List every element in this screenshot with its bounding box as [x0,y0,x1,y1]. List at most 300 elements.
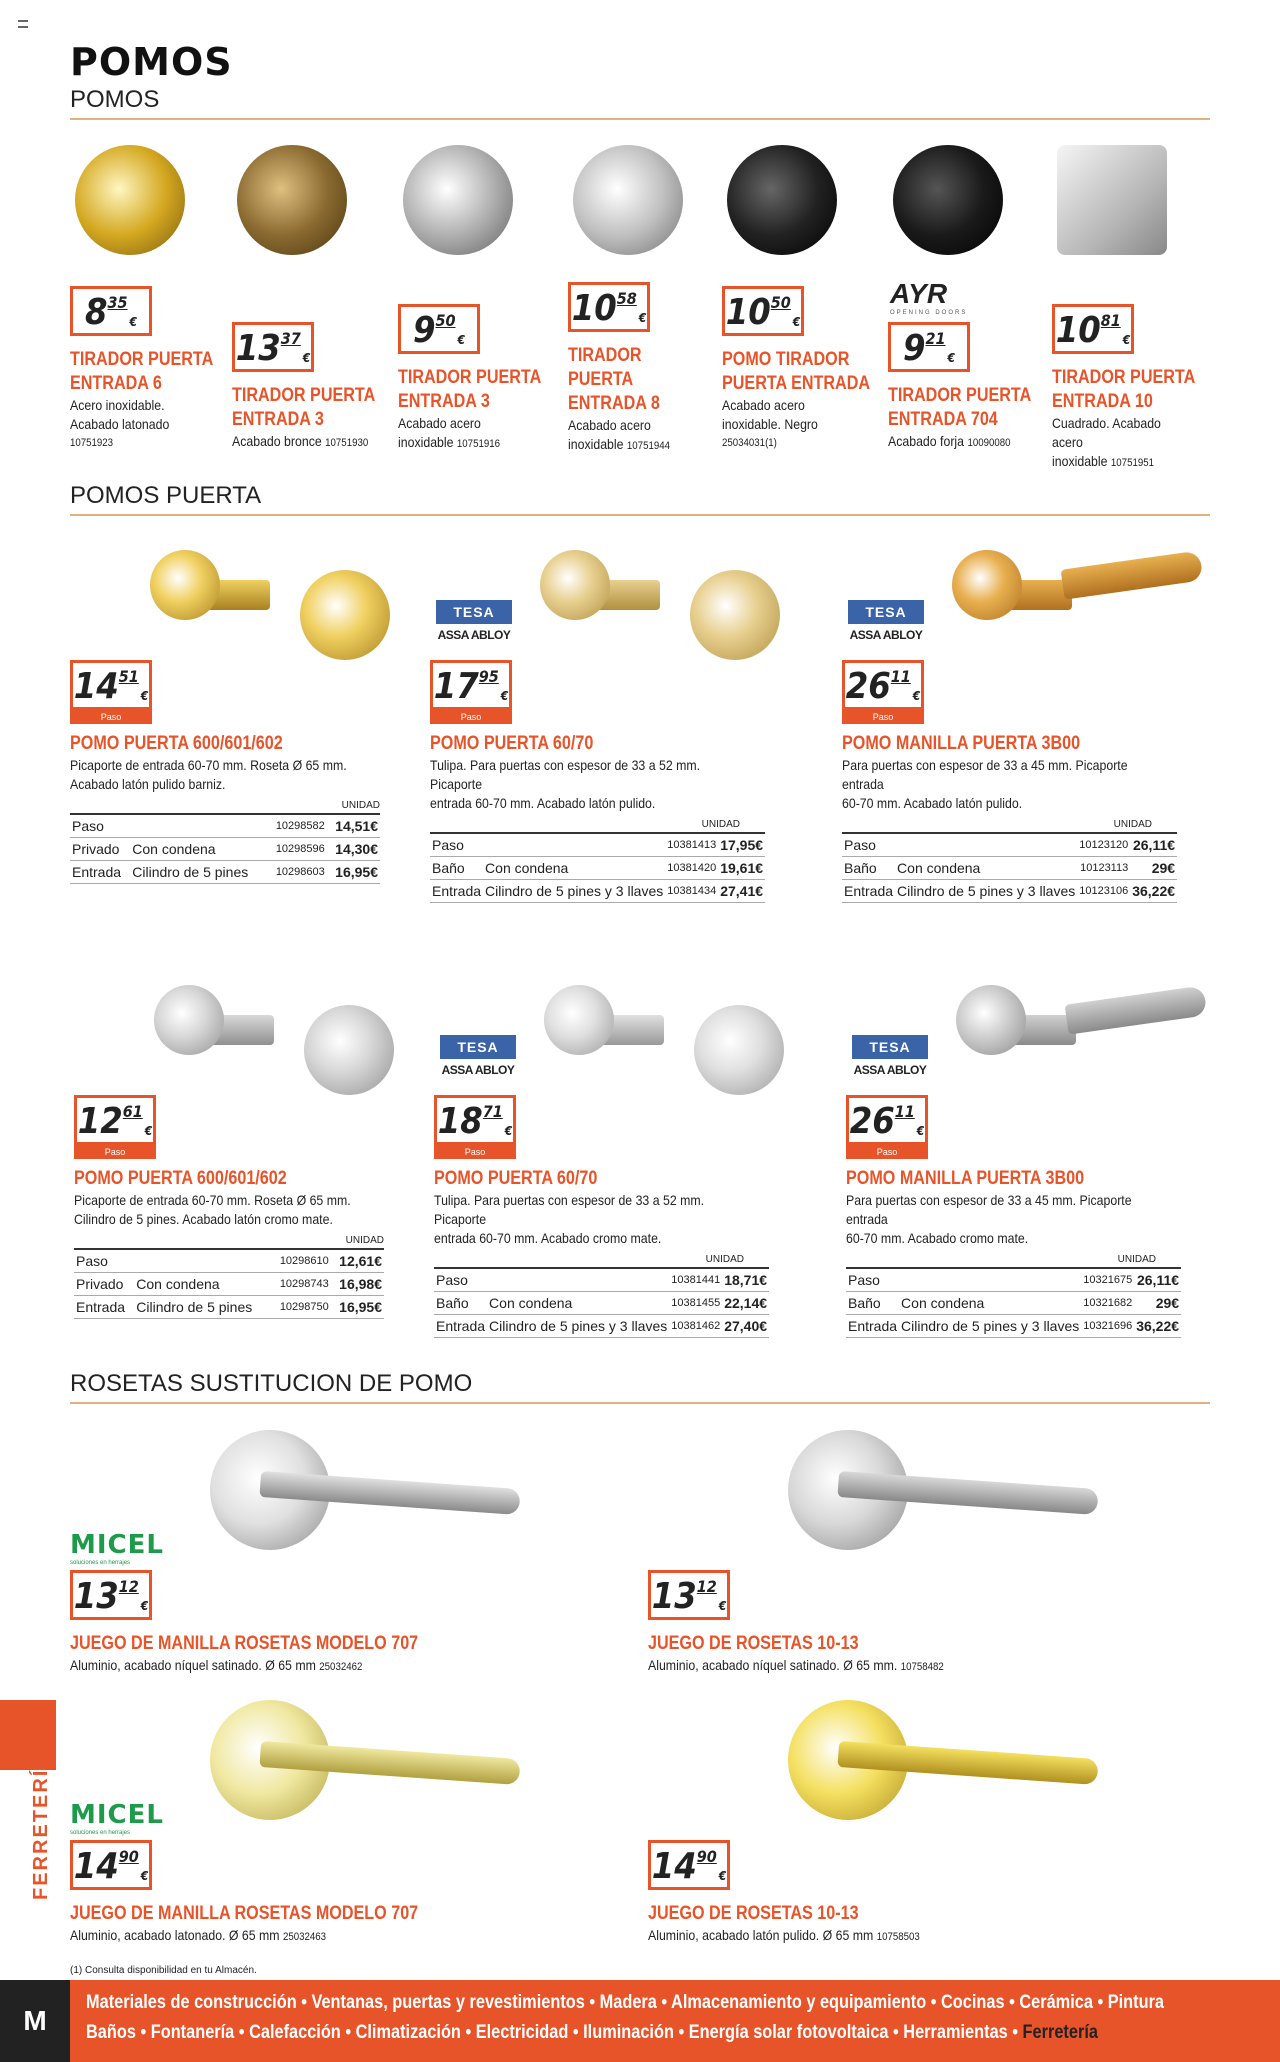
knob-icon [150,550,220,620]
price [846,1095,928,1145]
desc-text: inoxidable [1052,453,1108,469]
knob-icon [690,570,780,660]
variant-code: 10381455 [669,1292,722,1315]
price-tag [568,282,650,332]
product-card[interactable] [70,1632,590,1677]
variant-detail [899,1268,1081,1292]
product-ref: 10751923 [70,437,114,449]
page-title: POMOS [70,40,233,84]
product-ref: 10751944 [626,440,670,452]
price [74,1095,156,1145]
variant-code: 10381434 [665,880,718,903]
variant-price: 19,61€ [718,857,765,880]
product-desc [648,1656,1106,1677]
footer-ferreteria: Ferretería [1022,2022,1098,2043]
product-ref: 10751951 [1110,457,1154,469]
product-ref: 10751916 [456,438,500,450]
footer-line-1: Materiales de construcción • Ventanas, puertas y revestimientos • Madera • Almacenamiento y equipamiento • Cocinas • Cerámica • Pintura [86,1992,1165,2013]
variant-detail [130,814,266,838]
rosette-image [210,1700,530,1830]
variant-code: 10321696 [1081,1315,1134,1338]
product-desc-2 [568,435,709,456]
door-knob-image [956,975,1206,1105]
knob-icon [403,145,513,255]
desc-text: Acabado acero [398,415,481,431]
euro-symbol: € [140,1599,149,1613]
desc-text: Acabado acero [722,397,805,413]
variant-code: 10381462 [669,1315,722,1338]
variant-detail: Con condena [134,1273,270,1296]
euro-symbol: € [1122,333,1131,347]
table-row[interactable] [846,1292,1181,1315]
table-row[interactable] [430,880,765,903]
price-dec: 50 [435,311,456,330]
variant-type: Paso [70,814,130,838]
product-title: POMO PUERTA 600/601/602 [70,733,283,754]
price-int: 18 [437,1101,483,1142]
knob-icon [540,550,610,620]
variant-detail [487,1268,669,1292]
ayr-sub: OPENING DOORS [890,310,968,316]
product-title: JUEGO DE MANILLA ROSETAS MODELO 707 [70,1633,419,1654]
variant-detail [895,833,1077,857]
knob-icon [727,145,837,255]
table-row[interactable] [74,1249,384,1273]
product-card[interactable] [842,732,1202,903]
product-card[interactable] [74,1167,434,1319]
price [648,1840,730,1890]
variant-code: 10123113 [1077,857,1130,880]
price-int: 9 [412,310,436,351]
price [434,1095,516,1145]
price [722,286,804,336]
price-int: 14 [73,1846,119,1887]
desc-text: Acabado bronce [232,433,322,449]
product-ref: 10751930 [325,437,369,449]
price [70,1570,152,1620]
door-knob-image [544,975,794,1105]
product-card[interactable] [846,1167,1206,1338]
unidad-label: UNIDAD [345,1235,384,1246]
variant-type: Baño [430,857,483,880]
product-ref: 25032462 [319,1661,363,1673]
variant-detail: Con condena [899,1292,1081,1315]
euro-symbol: € [504,1124,513,1138]
price-int: 14 [651,1846,697,1887]
price-unit-tag: Paso [434,1145,516,1159]
product-desc-1: Para puertas con espesor de 33 a 45 mm. Picaporte entrada [842,757,1128,792]
footer [0,1980,1280,2062]
variant-price: 14,51€ [327,814,380,838]
product-desc-2 [1052,452,1193,473]
price [842,660,924,710]
product-card[interactable] [398,366,558,454]
price-tag [232,322,314,372]
product-title-2: ENTRADA 6 [70,373,162,394]
knob-image [70,140,190,260]
variant-type: Paso [842,833,895,857]
euro-symbol: € [718,1599,727,1613]
product-title-2: ENTRADA 704 [888,409,998,430]
table-row[interactable] [842,857,1177,880]
product-card[interactable] [434,1167,794,1338]
micel-brand: MICEL [70,1800,164,1830]
variant-code: 10298603 [267,861,327,884]
price [70,286,152,336]
variant-type: Baño [434,1292,487,1315]
price-dec: 58 [616,289,637,308]
price-dec: 81 [1100,311,1121,330]
table-row[interactable] [434,1292,769,1315]
desc-text: inoxidable. Negro [722,416,818,432]
euro-symbol: € [140,689,149,703]
product-card[interactable] [70,348,230,453]
brand-logo[interactable]: M [0,1980,70,2062]
variant-price: 18,71€ [722,1268,769,1292]
price-tag [648,1840,730,1890]
tesa-logo [436,600,512,642]
knob-icon [237,145,347,255]
table-row[interactable] [846,1268,1181,1292]
variant-price: 27,41€ [718,880,765,903]
price-int: 10 [725,292,771,333]
price-int: 26 [845,666,891,707]
product-title: POMO PUERTA 60/70 [430,733,594,754]
table-row[interactable] [70,861,380,884]
variant-type: Entrada [430,880,483,903]
assa-abloy-brand: ASSA ABLOY [853,1063,927,1077]
side-label: FERRETERÍA [30,1752,52,1900]
micel-logo [70,1800,164,1836]
knob-icon [154,985,224,1055]
euro-symbol: € [792,315,801,329]
product-desc-1 [70,396,211,415]
door-knob-image [540,540,790,670]
product-ref: 25034031(1) [722,437,777,449]
table-row[interactable] [74,1296,384,1319]
variant-price: 16,95€ [331,1296,384,1319]
product-card[interactable] [232,384,392,453]
variant-price: 17,95€ [718,833,765,857]
variant-type: Baño [842,857,895,880]
variant-price: 27,40€ [722,1315,769,1338]
knob-icon [573,145,683,255]
price-tag [398,304,480,354]
euro-symbol: € [912,689,921,703]
desc-text: Acero inoxidable. [70,397,165,413]
tesa-logo [440,1035,516,1077]
product-desc-2 [722,415,863,434]
product-card[interactable] [568,344,728,456]
product-ref: 10758503 [876,1931,920,1943]
table-row[interactable] [70,838,380,861]
price-dec: 12 [696,1577,717,1596]
euro-symbol: € [140,1869,149,1883]
product-card[interactable] [888,384,1048,453]
variant-type: Entrada [842,880,895,903]
knob-icon [304,1005,394,1095]
desc-text: Aluminio, acabado latón pulido. Ø 65 mm [648,1927,874,1943]
product-desc-1 [568,416,709,435]
product-title-1: TIRADOR PUERTA [398,367,542,388]
product-title-1: TIRADOR PUERTA [888,385,1032,406]
product-title: POMO MANILLA PUERTA 3B00 [846,1168,1085,1189]
price-dec: 61 [122,1102,143,1121]
variant-price: 26,11€ [1130,833,1177,857]
euro-symbol: € [457,333,466,347]
variant-price: 22,14€ [722,1292,769,1315]
product-title: JUEGO DE MANILLA ROSETAS MODELO 707 [70,1903,419,1924]
product-title-1: TIRADOR PUERTA [1052,367,1196,388]
euro-symbol: € [302,351,311,365]
table-row[interactable] [434,1268,769,1292]
euro-symbol: € [144,1124,153,1138]
variant-detail: Cilindro de 5 pines y 3 llaves [487,1315,669,1338]
price [648,1570,730,1620]
section-rosetas: ROSETAS SUSTITUCION DE POMO [70,1370,1210,1404]
variant-type: Paso [74,1249,134,1273]
variant-price: 16,98€ [331,1273,384,1296]
variant-type: Privado [70,838,130,861]
product-title: POMO PUERTA 60/70 [434,1168,598,1189]
knob-icon [300,570,390,660]
price [568,282,650,332]
knob-icon [1057,145,1167,255]
micel-sub: soluciones en herrajes [70,1560,131,1566]
tesa-brand: TESA [848,600,924,624]
variant-price: 29€ [1130,857,1177,880]
variant-code: 10381413 [665,833,718,857]
table-row[interactable] [842,880,1177,903]
table-row[interactable] [70,814,380,838]
price-dec: 51 [118,667,139,686]
price-dec: 90 [696,1847,717,1866]
knob-icon [544,985,614,1055]
product-desc [70,1656,528,1677]
product-ref: 25032463 [282,1931,327,1943]
price-unit-tag: Paso [70,710,152,724]
price-dec: 37 [280,329,301,348]
euro-symbol: € [916,1124,925,1138]
table-row[interactable] [430,833,765,857]
menu-icon[interactable] [18,20,28,28]
footnote: (1) Consulta disponibilidad en tu Almacén. [70,1965,257,1976]
product-title-1: TIRADOR PUERTA [232,385,376,406]
price-int: 12 [77,1101,123,1142]
tesa-brand: TESA [436,600,512,624]
price-unit-tag: Paso [842,710,924,724]
tesa-brand: TESA [852,1035,928,1059]
product-card[interactable] [70,1902,590,1947]
desc-text: Aluminio, acabado latonado. Ø 65 mm [70,1927,280,1943]
product-title: POMO PUERTA 600/601/602 [74,1168,287,1189]
variant-type: Baño [846,1292,899,1315]
variant-price: 29€ [1134,1292,1181,1315]
product-card[interactable] [648,1632,1168,1677]
product-desc-2: 60-70 mm. Acabado cromo mate. [846,1230,1029,1246]
table-row[interactable] [434,1315,769,1338]
desc-text: Acabado forja [888,433,965,449]
variant-code: 10321682 [1081,1292,1134,1315]
price-unit-tag: Paso [846,1145,928,1159]
product-card[interactable] [70,732,430,884]
product-desc-1: Tulipa. Para puertas con espesor de 33 a 52 mm. Picaporte [430,757,701,792]
variant-detail: Con condena [483,857,665,880]
product-title-1: TIRADOR PUERTA [70,349,214,370]
variant-price: 16,95€ [327,861,380,884]
variant-price: 14,30€ [327,838,380,861]
knob-image [232,140,352,260]
variant-table [430,832,765,903]
variant-detail: Cilindro de 5 pines [134,1296,270,1319]
product-desc-2 [70,415,211,434]
variant-detail: Con condena [130,838,266,861]
product-title-1: POMO TIRADOR [722,349,850,370]
unidad-label: UNIDAD [701,819,740,830]
price [232,322,314,372]
price-tag [722,286,804,336]
price-tag [70,286,152,336]
product-title-2: PUERTA [568,369,634,390]
price-int: 8 [84,292,108,333]
product-title-2: PUERTA ENTRADA [722,373,871,394]
product-card[interactable] [430,732,790,903]
variant-detail: Cilindro de 5 pines y 3 llaves [895,880,1077,903]
product-desc-1 [1052,414,1193,452]
table-row[interactable] [74,1273,384,1296]
product-desc-1 [722,396,863,415]
product-desc-1 [398,414,539,433]
tesa-logo [848,600,924,642]
product-title-2: ENTRADA 3 [398,391,490,412]
product-card[interactable] [648,1902,1168,1947]
variant-price: 12,61€ [331,1249,384,1273]
variant-code: 10381441 [669,1268,722,1292]
product-title: JUEGO DE ROSETAS 10-13 [648,1633,859,1654]
price-tag [1052,304,1134,354]
assa-abloy-brand: ASSA ABLOY [437,628,511,642]
price-int: 17 [433,666,479,707]
price-dec: 11 [890,667,911,686]
variant-table [434,1267,769,1338]
price [70,1840,152,1890]
variant-type: Paso [430,833,483,857]
product-card[interactable] [1052,366,1212,473]
ayr-logo [890,278,967,316]
price-tag [430,660,512,722]
micel-logo [70,1530,164,1566]
knob-image [722,140,842,260]
knob-icon [893,145,1003,255]
unidad-label: UNIDAD [1117,1254,1156,1265]
price-tag [70,1570,152,1620]
unidad-label: UNIDAD [341,800,380,811]
product-title-3: ENTRADA 8 [568,393,660,414]
price-dec: 35 [107,293,128,312]
unidad-label: UNIDAD [1113,819,1152,830]
price-tag [74,1095,156,1157]
price-dec: 71 [482,1102,503,1121]
product-ref: 10758482 [900,1661,944,1673]
variant-table [846,1267,1181,1338]
micel-brand: MICEL [70,1530,164,1560]
variant-code: 10298750 [271,1296,331,1319]
door-knob-image [150,540,400,670]
variant-code: 10298610 [271,1249,331,1273]
price-dec: 95 [478,667,499,686]
unidad-label: UNIDAD [705,1254,744,1265]
lever-icon [1061,550,1204,599]
lever-icon [1065,985,1208,1034]
variant-type: Entrada [846,1315,899,1338]
price-int: 13 [651,1576,697,1617]
price-int: 26 [849,1101,895,1142]
assa-abloy-brand: ASSA ABLOY [849,628,923,642]
product-desc-2: Acabado latón pulido barniz. [70,776,226,792]
footer-line-2-text: Baños • Fontanería • Calefacción • Climatización • Electricidad • Iluminación • Energía solar fotovoltaica • Herramientas • [86,2022,1023,2043]
price-tag [434,1095,516,1157]
table-row[interactable] [842,833,1177,857]
knob-icon [75,145,185,255]
variant-code: 10123106 [1077,880,1130,903]
rosette-image [788,1700,1108,1830]
product-ref: 10090080 [967,437,1011,449]
variant-code: 10321675 [1081,1268,1134,1292]
desc-text: Acabado latonado [70,416,170,432]
product-desc-2: Cilindro de 5 pines. Acabado latón cromo mate. [74,1211,333,1227]
variant-detail: Cilindro de 5 pines y 3 llaves [483,880,665,903]
price [430,660,512,710]
desc-text: Aluminio, acabado níquel satinado. Ø 65 mm [70,1657,316,1673]
rosette-image [210,1430,530,1560]
product-title-1: TIRADOR [568,345,642,366]
product-desc-1: Picaporte de entrada 60-70 mm. Roseta Ø 65 mm. [74,1192,351,1208]
price-tag [842,660,924,722]
product-title: POMO MANILLA PUERTA 3B00 [842,733,1081,754]
table-row[interactable] [430,857,765,880]
price-tag [846,1095,928,1157]
desc-text: Acabado acero [568,417,651,433]
price-dec: 21 [925,329,946,348]
variant-type: Paso [434,1268,487,1292]
knob-icon [694,1005,784,1095]
euro-symbol: € [947,351,956,365]
euro-symbol: € [718,1869,727,1883]
variant-code: 10298596 [267,838,327,861]
product-card[interactable] [722,348,882,453]
euro-symbol: € [129,315,138,329]
variant-table [74,1248,384,1319]
variant-code: 10298582 [267,814,327,838]
section-pomos: POMOS [70,86,1210,120]
knob-icon [956,985,1026,1055]
product-desc-1: Para puertas con espesor de 33 a 45 mm. Picaporte entrada [846,1192,1132,1227]
product-desc-1: Picaporte de entrada 60-70 mm. Roseta Ø 65 mm. [70,757,347,773]
price-int: 13 [235,328,281,369]
variant-type: Entrada [74,1296,134,1319]
tesa-logo [852,1035,928,1077]
knob-image [888,140,1008,260]
door-knob-image [952,540,1202,670]
product-desc-1: Tulipa. Para puertas con espesor de 33 a 52 mm. Picaporte [434,1192,705,1227]
desc-text: inoxidable [568,436,624,452]
price-int: 13 [73,1576,119,1617]
price [398,304,480,354]
table-row[interactable] [846,1315,1181,1338]
price-dec: 50 [770,293,791,312]
variant-detail: Cilindro de 5 pines y 3 llaves [899,1315,1081,1338]
desc-text: Aluminio, acabado níquel satinado. Ø 65 mm. [648,1657,898,1673]
